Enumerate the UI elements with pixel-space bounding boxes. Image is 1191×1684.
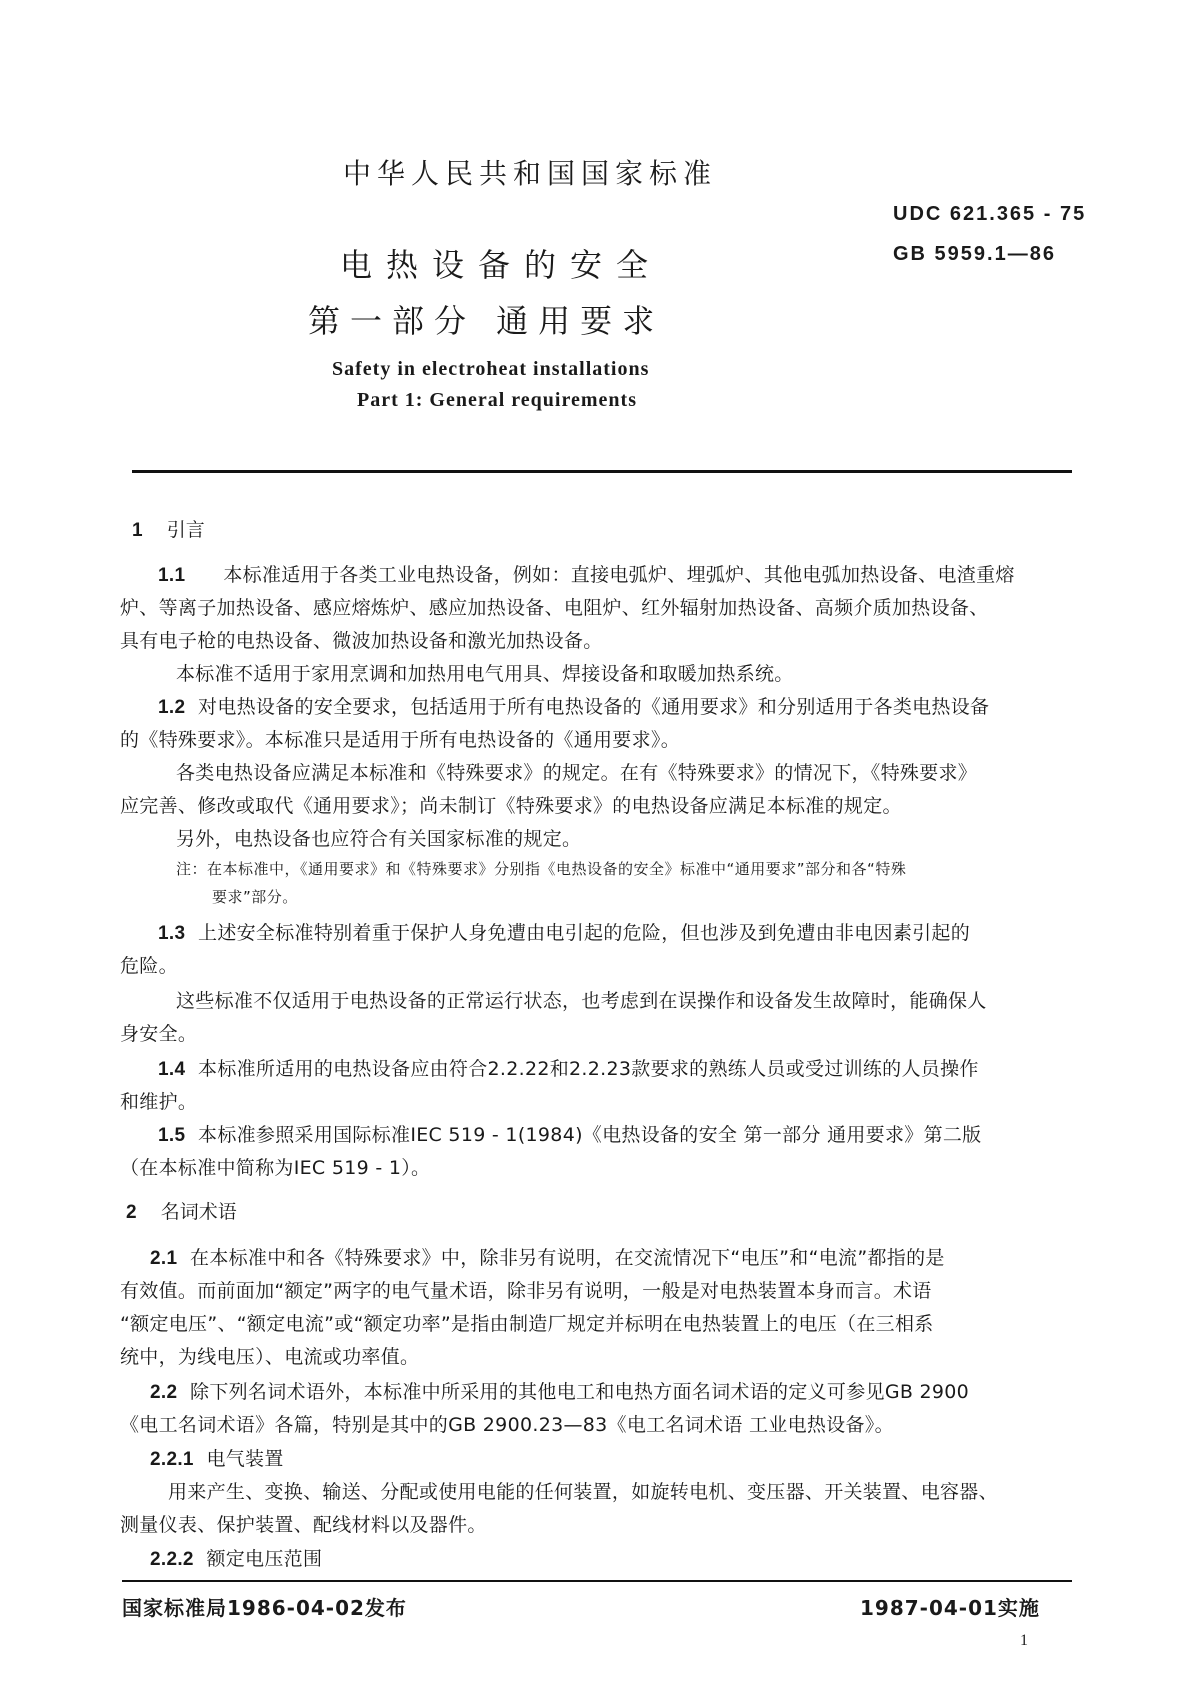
para-2-1-line4: 统中，为线电压）、电流或功率值。 xyxy=(120,1346,420,1368)
para-1-1-b: 本标准不适用于家用烹调和加热用电气用具、焊接设备和取暖加热系统。 xyxy=(176,663,794,685)
issued-date: 国家标准局1986-04-02发布 xyxy=(122,1596,407,1620)
para-1-2-c: 另外，电热设备也应符合有关国家标准的规定。 xyxy=(176,828,582,850)
para-1-5-line1: 1.5 本标准参照采用国际标准IEC 519 - 1(1984)《电热设备的安全 第一部分 通用要求》第二版 xyxy=(158,1124,982,1146)
section-2-heading: 2 名词术语 xyxy=(126,1201,237,1223)
para-1-2-b-line1: 各类电热设备应满足本标准和《特殊要求》的规定。在有《特殊要求》的情况下，《特殊要求》 xyxy=(176,762,978,784)
para-1-3-line1: 1.3 上述安全标准特别着重于保护人身免遭由电引起的危险，但也涉及到免遭由非电因素引起的 xyxy=(158,922,971,944)
header-divider xyxy=(132,470,1072,473)
para-2-2-line1: 2.2 除下列名词术语外，本标准中所采用的其他电工和电热方面名词术语的定义可参见GB 2900 xyxy=(150,1381,970,1403)
note-line2: 要求”部分。 xyxy=(212,888,298,906)
para-1-3-line2: 危险。 xyxy=(120,955,178,977)
note-line1: 注：在本标准中，《通用要求》和《特殊要求》分别指《电热设备的安全》标准中“通用要求”部分和各“特殊 xyxy=(176,860,907,878)
gb-code: GB 5959.1—86 xyxy=(893,243,1056,265)
para-1-2-line1: 1.2 对电热设备的安全要求，包括适用于所有电热设备的《通用要求》和分别适用于各类电热设备 xyxy=(158,696,990,718)
para-1-3-b-line2: 身安全。 xyxy=(120,1023,198,1045)
para-2-2-2-heading: 2.2.2 额定电压范围 xyxy=(150,1548,323,1570)
para-1-1-line3: 具有电子枪的电热设备、微波加热设备和激光加热设备。 xyxy=(120,630,603,652)
para-1-4-line1: 1.4 本标准所适用的电热设备应由符合2.2.22和2.2.23款要求的熟练人员或受过训练的人员操作 xyxy=(158,1058,979,1080)
para-2-2-1-line1: 用来产生、变换、输送、分配或使用电能的任何装置，如旋转电机、变压器、开关装置、电容器、 xyxy=(168,1481,998,1503)
para-1-5-line2: （在本标准中简称为IEC 519 - 1）。 xyxy=(120,1157,431,1179)
para-1-2-b-line2: 应完善、修改或取代《通用要求》；尚未制订《特殊要求》的电热设备应满足本标准的规定。 xyxy=(120,795,902,817)
para-2-2-1-heading: 2.2.1 电气装置 xyxy=(150,1448,284,1470)
para-2-1-line2: 有效值。而前面加“额定”两字的电气量术语，除非另有说明，一般是对电热装置本身而言。术语 xyxy=(120,1280,932,1302)
udc-code: UDC 621.365 - 75 xyxy=(893,203,1087,225)
para-1-2-line2: 的《特殊要求》。本标准只是适用于所有电热设备的《通用要求》。 xyxy=(120,729,681,751)
para-1-4-line2: 和维护。 xyxy=(120,1091,198,1113)
para-2-1-line1: 2.1 在本标准中和各《特殊要求》中，除非另有说明，在交流情况下“电压”和“电流”都指的是 xyxy=(150,1247,945,1269)
english-title-line2: Part 1: General requirements xyxy=(357,389,637,411)
para-1-1-line2: 炉、等离子加热设备、感应熔炼炉、感应加热设备、电阻炉、红外辐射加热设备、高频介质加热设备、 xyxy=(120,597,989,619)
footer-divider xyxy=(122,1580,1072,1582)
para-1-3-b-line1: 这些标准不仅适用于电热设备的正常运行状态，也考虑到在误操作和设备发生故障时，能确保人 xyxy=(176,990,987,1012)
country-standard-title: 中华人民共和国国家标准 xyxy=(343,157,718,190)
effective-date: 1987-04-01实施 xyxy=(860,1596,1040,1620)
page-number: 1 xyxy=(1020,1632,1028,1649)
doc-title-line1: 电热设备的安全 xyxy=(340,246,663,284)
para-1-1-line1: 1.1 本标准适用于各类工业电热设备，例如：直接电弧炉、埋弧炉、其他电弧加热设备、电渣重熔 xyxy=(158,564,1015,586)
doc-title-line2: 第一部分 通用要求 xyxy=(308,302,665,340)
para-2-1-line3: “额定电压”、“额定电流”或“额定功率”是指由制造厂规定并标明在电热装置上的电压（在三相系 xyxy=(120,1313,934,1335)
section-1-heading: 1 引言 xyxy=(132,519,205,541)
para-2-2-line2: 《电工名词术语》各篇，特别是其中的GB 2900.23—83《电工名词术语 工业电热设备》。 xyxy=(120,1414,894,1436)
english-title-line1: Safety in electroheat installations xyxy=(332,358,650,380)
para-2-2-1-line2: 测量仪表、保护装置、配线材料以及器件。 xyxy=(120,1514,487,1536)
